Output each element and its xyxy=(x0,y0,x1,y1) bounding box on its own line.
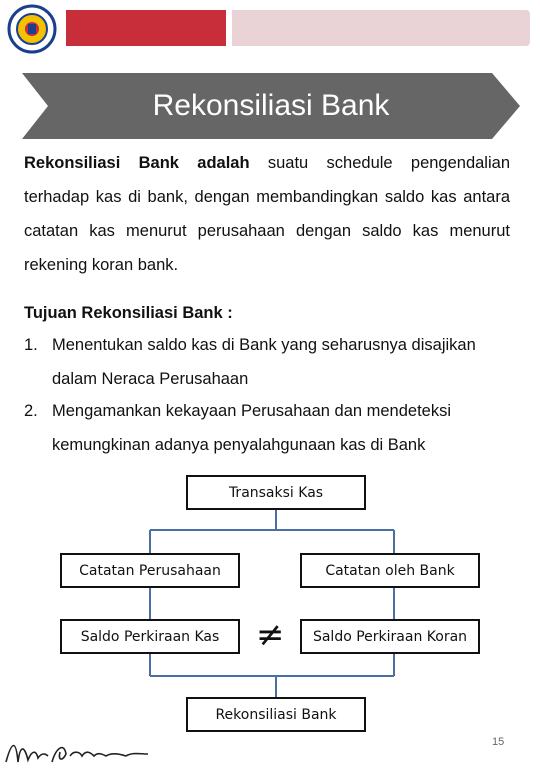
not-equal-symbol: ≠ xyxy=(256,615,285,655)
purpose-item-2-cont: kemungkinan adanya penyalahgunaan kas di Bank xyxy=(52,436,426,454)
diagram-box-transaksi-kas: Transaksi Kas xyxy=(186,475,366,510)
page-number: 15 xyxy=(492,736,505,748)
item-text: Mengamankan kekayaan Perusahaan dan mendeteksi xyxy=(52,402,452,420)
diagram-box-catatan-perusahaan: Catatan Perusahaan xyxy=(60,553,240,588)
definition-text: suatu schedule pengendalian terhadap kas di bank, dengan membandingkan saldo kas antara catatan kas menurut perusahaan dengan saldo kas menurut rekening koran bank. xyxy=(24,154,510,274)
diagram-box-saldo-koran: Saldo Perkiraan Koran xyxy=(300,619,480,654)
handwritten-signature-icon xyxy=(2,732,164,776)
definition-term: Rekonsiliasi Bank adalah xyxy=(24,154,250,172)
item-text: Menentukan saldo kas di Bank yang seharusnya disajikan xyxy=(52,336,476,354)
item-number: 1. xyxy=(24,336,38,354)
purpose-item-1-cont: dalam Neraca Perusahaan xyxy=(52,370,249,388)
purpose-heading: Tujuan Rekonsiliasi Bank : xyxy=(24,304,233,322)
diagram-box-catatan-bank: Catatan oleh Bank xyxy=(300,553,480,588)
diagram-box-rekonsiliasi: Rekonsiliasi Bank xyxy=(186,697,366,732)
item-number: 2. xyxy=(24,402,38,420)
page-title: Rekonsiliasi Bank xyxy=(152,89,390,122)
diagram-box-saldo-kas: Saldo Perkiraan Kas xyxy=(60,619,240,654)
